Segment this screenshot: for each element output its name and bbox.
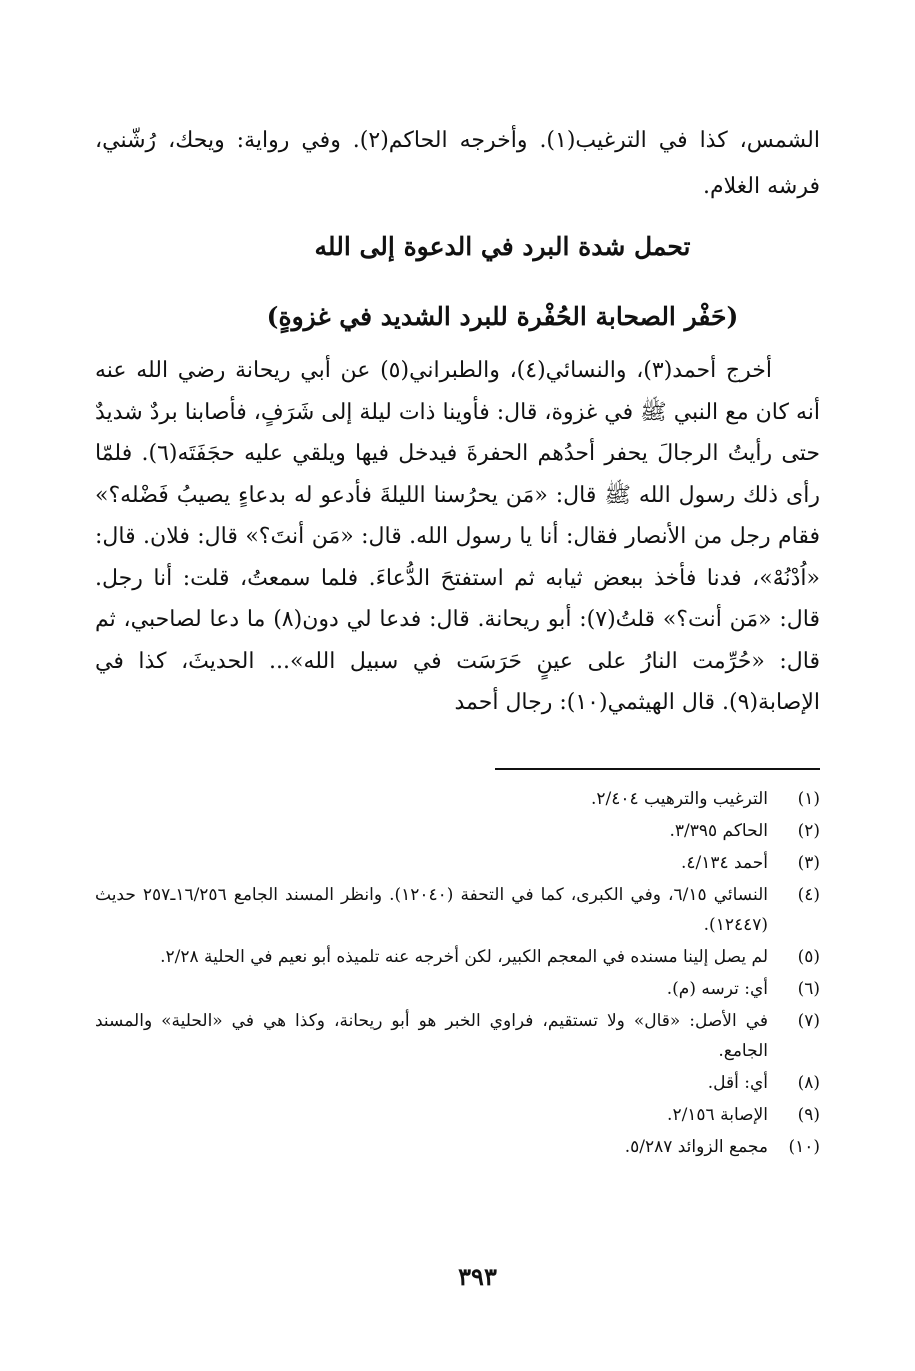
footnote-number: (٦) (797, 979, 820, 999)
intro-text: الشمس، كذا في الترغيب(١). وأخرجه الحاكم(٢). وفي رواية: ويحك، رُشّني، فرشه الغلام. (95, 128, 820, 199)
footnote-text: في الأصل: «قال» ولا تستقيم، فراوي الخبر هو أبو ريحانة، وكذا هي في «الحلية» والمسند الجامع. (95, 1011, 768, 1061)
page-number: ٣٩٣ (458, 1262, 497, 1291)
footnote-text: الإصابة ٢/١٥٦. (667, 1105, 768, 1125)
footnote-number: (٥) (797, 947, 820, 967)
footnote-text: الحاكم ٣/٣٩٥. (669, 821, 768, 841)
footnote-divider (495, 768, 820, 770)
footnote-text: مجمع الزوائد ٥/٢٨٧. (624, 1137, 768, 1157)
footnote-item (95, 1132, 820, 1162)
footnote-text: الترغيب والترهيب ٢/٤٠٤. (590, 789, 768, 809)
footnote-item (95, 974, 820, 1004)
footnote-number: (٧) (797, 1011, 820, 1031)
section-subtitle: (حَفْر الصحابة الحُفْرة للبرد الشديد في غزوةٍ) (266, 302, 739, 331)
footnote-item (95, 1100, 820, 1130)
footnote-number: (١) (797, 789, 820, 809)
footnote-number: (٩) (797, 1105, 820, 1125)
footnote-text: النسائي ٦/١٥، وفي الكبرى، كما في التحفة (١٢٠٤٠). وانظر المسند الجامع ١٦/٢٥٦ـ٢٥٧ حديث (١٢٤٤٧). (95, 885, 768, 935)
footnote-text: أي: أقل. (707, 1073, 768, 1093)
footnote-text: لم يصل إلينا مسنده في المعجم الكبير، لكن أخرجه عنه تلميذه أبو نعيم في الحلية ٢/٢٨. (160, 947, 768, 967)
footnote-number: (٨) (797, 1073, 820, 1093)
footnote-item (95, 880, 820, 940)
main-text: أخرج أحمد(٣)، والنسائي(٤)، والطبراني(٥) عن أبي ريحانة رضي الله عنه أنه كان مع النبي ﷺ في غزوة، قال: فأوينا ذات ليلة إلى شَرَفٍ، فأصابنا بردٌ شديدٌ حتى رأيتُ الرجالَ يحفر أحدُهم الحفرةَ فيدخل فيها ويلقي عليه حجَفَتَه(٦). فلمّا رأى ذلك رسول الله ﷺ قال: «مَن يحرُسنا الليلةَ فأدعو له بدعاءٍ يصيبُ فَضْله؟» فقام رجل من الأنصار فقال: أنا يا رسول الله. قال: «مَن أنتَ؟» قال: فلان. قال: «اُدْنُهْ»، فدنا فأخذ ببعض ثيابه ثم استفتحَ الدُّعاءَ. فلما سمعتُ، قلت: أنا رجل. قال: «مَن أنت؟» قلتُ(٧): أبو ريحانة. قال: فدعا لي دون(٨) ما دعا لصاحبي، ثم قال: «حُرِّمت النارُ على عينٍ حَرَسَت في سبيل الله»... الحديثَ، كذا في الإصابة(٩). قال الهيثمي(١٠): رجال أحمد (95, 358, 820, 715)
footnote-item (95, 1006, 820, 1066)
footnotes-list (95, 784, 820, 1164)
footnote-text: أي: ترسه (م). (666, 979, 768, 999)
footnote-item (95, 848, 820, 878)
footnote-text: أحمد ٤/١٣٤. (680, 853, 768, 873)
footnote-item (95, 816, 820, 846)
footnote-number: (٤) (797, 885, 820, 905)
footnote-item (95, 942, 820, 972)
footnote-item (95, 1068, 820, 1098)
footnote-number: (٣) (797, 853, 820, 873)
footnote-item (95, 784, 820, 814)
footnote-number: (١٠) (788, 1137, 820, 1157)
main-paragraph (95, 350, 820, 724)
footnote-number: (٢) (797, 821, 820, 841)
section-title: تحمل شدة البرد في الدعوة إلى الله (314, 232, 691, 261)
intro-paragraph (95, 118, 820, 210)
